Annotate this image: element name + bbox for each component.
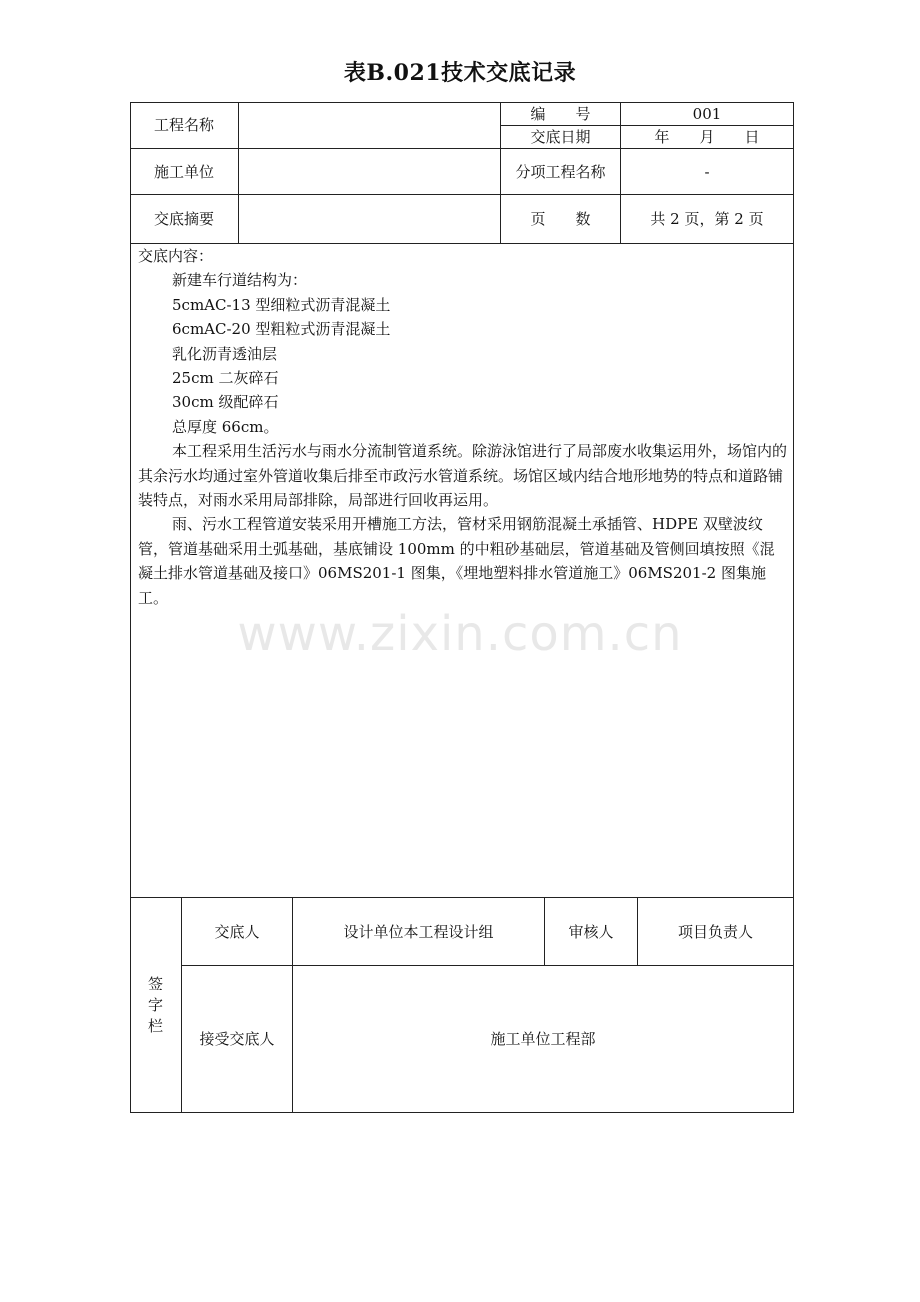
content-paragraph: 雨、污水工程管道安装采用开槽施工方法，管材采用钢筋混凝土承插管、HDPE 双壁波纹管，管道基础采用土弧基础，基底铺设 100mm 的中粗砂基础层，管道基础及管侧回填按照《混凝土排水管道基础及接口》06MS201-1 图集，《埋地塑料排水管道施工》06MS201-2 图集施工。	[138, 515, 775, 607]
presenter-label: 交底人	[214, 922, 260, 941]
sub-project-label: 分项工程名称	[515, 162, 606, 181]
reviewer-label: 审核人	[568, 922, 614, 941]
reviewer-field[interactable]: 项目负责人	[677, 922, 753, 941]
content-line: 30cm 级配碎石	[172, 393, 279, 412]
number-field[interactable]: 001	[692, 104, 722, 123]
content-line: 5cmAC-13 型细粒式沥青混凝土	[172, 295, 391, 314]
pages-label: 页 数	[530, 210, 591, 228]
number-label: 编 号	[530, 104, 591, 123]
signature-char: 签	[147, 974, 163, 993]
summary-field[interactable]	[239, 195, 500, 243]
disclosure-content	[138, 244, 788, 610]
content-line: 乳化沥青透油层	[172, 344, 278, 363]
summary-label: 交底摘要	[153, 210, 214, 228]
content-paragraph: 本工程采用生活污水与雨水分流制管道系统。除游泳馆进行了局部废水收集运用外，场馆内的其余污水均通过室外管道收集后排至市政污水管道系统。场馆区域内结合地形地势的特点和道路铺装特点，对雨水采用局部排除，局部进行回收再运用。	[138, 442, 788, 510]
construction-unit-field[interactable]	[239, 149, 500, 194]
watermark: www.zixin.com.cn	[237, 606, 683, 662]
signature-section-label	[130, 898, 181, 1112]
content-line: 6cmAC-20 型粗粒式沥青混凝土	[172, 320, 391, 339]
content-line: 总厚度 66cm。	[172, 417, 279, 436]
content-line: 25cm 二灰碎石	[172, 369, 279, 388]
construction-unit-label: 施工单位	[153, 162, 214, 181]
signature-char: 字	[147, 995, 163, 1014]
presenter-field[interactable]: 设计单位本工程设计组	[343, 922, 494, 941]
content-line: 新建车行道结构为：	[172, 271, 308, 290]
receiver-label: 接受交底人	[199, 1030, 275, 1048]
pages-field[interactable]: 共 2 页，第 2 页	[650, 210, 764, 228]
date-label: 交底日期	[530, 128, 591, 146]
date-field[interactable]: 年 月 日	[654, 128, 760, 146]
project-name-label: 工程名称	[153, 116, 214, 134]
sub-project-field[interactable]: -	[704, 162, 710, 181]
receiver-field[interactable]: 施工单位工程部	[490, 1030, 596, 1048]
project-name-field[interactable]	[239, 102, 500, 148]
content-heading: 交底内容：	[138, 247, 214, 265]
signature-char: 栏	[147, 1016, 163, 1035]
document-title: 表B.021技术交底记录	[343, 60, 577, 86]
